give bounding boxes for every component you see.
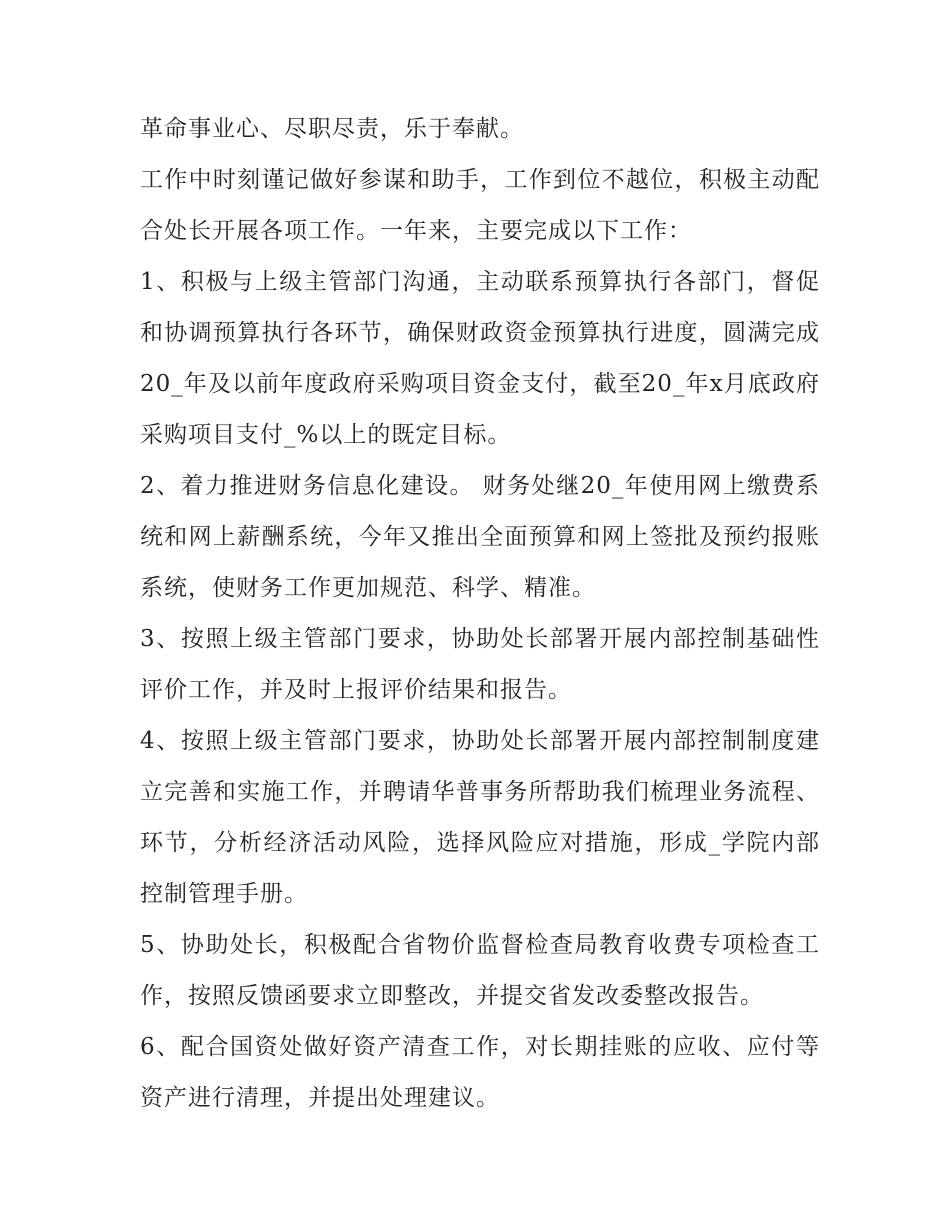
- paragraph-item-4: 4、按照上级主管部门要求，协助处长部署开展内部控制制度建立完善和实施工作，并聘请华普事务所帮助我们梳理业务流程、环节，分析经济活动风险，选择风险应对措施，形成_学院内部控制管理手册。: [140, 728, 820, 907]
- paragraph-work-summary: 工作中时刻谨记做好参谋和助手，工作到位不越位，积极主动配合处长开展各项工作。一年来，主要完成以下工作：: [140, 167, 820, 244]
- paragraph-item-2: 2、着力推进财务信息化建设。 财务处继20_年使用网上缴费系统和网上薪酬系统，今年又推出全面预算和网上签批及预约报账系统，使财务工作更加规范、科学、精准。: [140, 473, 820, 601]
- paragraph-item-3: 3、按照上级主管部门要求，协助处长部署开展内部控制基础性评价工作，并及时上报评价结果和报告。: [140, 626, 820, 703]
- paragraph-item-6: 6、配合国资处做好资产清查工作，对长期挂账的应收、应付等资产进行清理，并提出处理建议。: [140, 1034, 820, 1111]
- paragraph-item-1: 1、积极与上级主管部门沟通，主动联系预算执行各部门，督促和协调预算执行各环节，确保财政资金预算执行进度，圆满完成20_年及以前年度政府采购项目资金支付，截至20_年x月底政府采购项目支付_%以上的既定目标。: [140, 269, 820, 448]
- document-body: [140, 104, 820, 1124]
- paragraph-item-5: 5、协助处长，积极配合省物价监督检查局教育收费专项检查工作，按照反馈函要求立即整改，并提交省发改委整改报告。: [140, 932, 820, 1009]
- paragraph-intro-tail: 革命事业心、尽职尽责，乐于奉献。: [140, 116, 524, 142]
